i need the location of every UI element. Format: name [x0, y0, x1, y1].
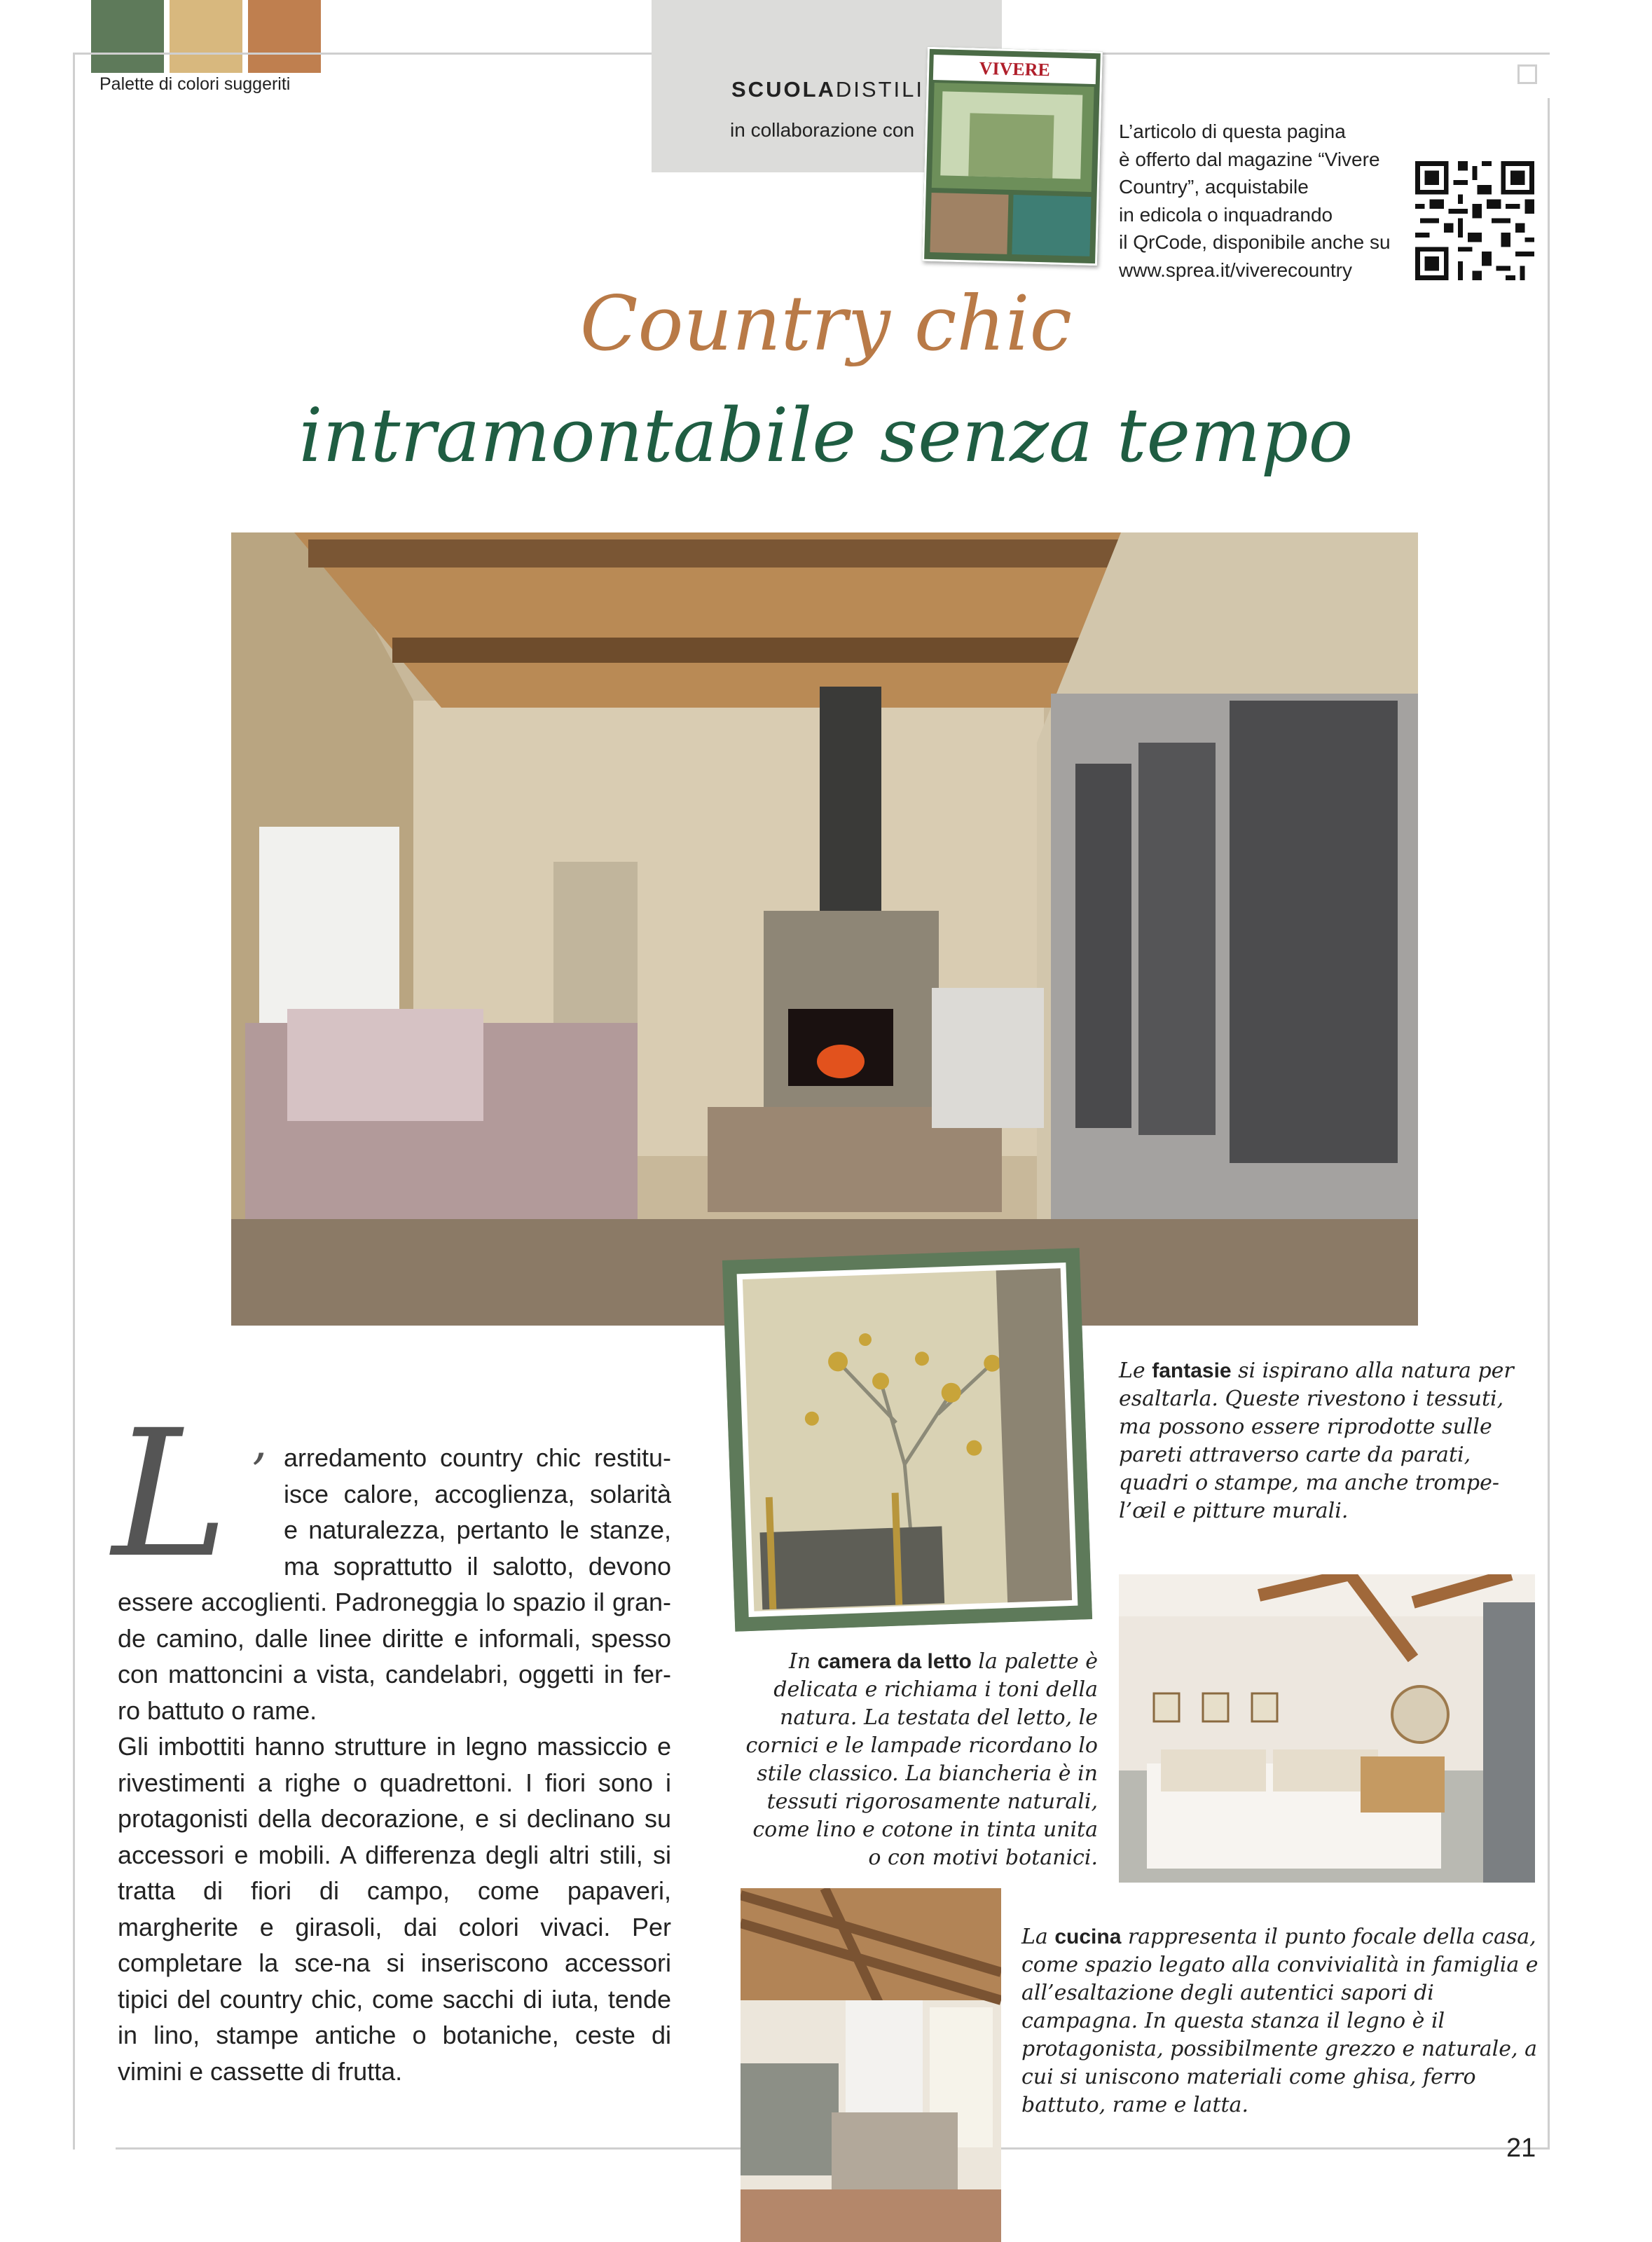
article-body: [118, 1584, 671, 2089]
magazine-cover: [922, 47, 1103, 266]
palette-swatch-terracotta: [248, 0, 321, 73]
title-line-2: intramontabile senza tempo: [298, 392, 1354, 479]
palette-swatch-green: [91, 0, 164, 73]
offer-link[interactable]: www.sprea.it/viverecountry: [1119, 259, 1353, 281]
bedroom-photo: [1119, 1574, 1535, 1883]
caption-keyword: cucina: [1054, 1925, 1122, 1948]
caption-cucina: La cucina rappresenta il punto focale della casa, come spazio legato alla convivialità in famiglia e all’esaltazione degli autentici sapori di campagna. In questa stanza il legno è il protagonista, possibilmente grezzo e naturale, a cui si uniscono materiali come ghisa, ferro battuto, rame e latta.: [1021, 1925, 1539, 2117]
caption-keyword: fantasie: [1152, 1359, 1232, 1382]
frame-corner-ornament: [1517, 64, 1537, 84]
collaboration-label: in collaborazione con: [730, 119, 915, 141]
article-line: e naturalezza, pertanto le stanze,: [284, 1515, 671, 1544]
offer-line: L’articolo di questa pagina: [1119, 121, 1346, 142]
caption-keyword: camera da letto: [817, 1650, 972, 1673]
page-number: 21: [1506, 2133, 1536, 2163]
palette-label: Palette di colori suggeriti: [99, 74, 291, 94]
article-paragraph: essere accoglienti. Padroneggia lo spazio il gran-de camino, dalle linee diritte e informali, spesso con mattoncini a vista, candelabri, oggetti in fer-ro battuto o rame.: [118, 1588, 671, 1725]
article-paragraph: Gli imbottiti hanno strutture in legno massiccio e rivestimenti a righe o quadrettoni. I fiori sono i protagonisti della decorazione, e si declinano su accessori e mobili. A differenza degli altri stili, si tratta di fiori di campo, come papaveri, margherite e girasoli, dai colori vivaci. Per completare la sce-na si inseriscono accessori tipici del country chic, come sacchi di iuta, tende in lino, stampe antiche o botaniche, ceste di vimini e cassette di frutta.: [118, 1732, 671, 2086]
offer-text: [1119, 118, 1399, 284]
article-indented-lines: [284, 1440, 671, 1584]
magazine-cover-image: [924, 49, 1101, 263]
caption-fantasie: Le fantasie si ispirano alla natura per esaltarla. Queste rivestono i tessuti, ma possono essere riprodotte sulle pareti attraverso carte da parati, quadri o stampe, ma anche trompe-l’œil e pitture murali.: [1119, 1359, 1514, 1523]
living-room-photo: [231, 532, 1418, 1326]
offer-line: il QrCode, disponibile anche su: [1119, 231, 1391, 253]
qr-code-icon[interactable]: [1415, 161, 1534, 280]
offer-line: Country”, acquistabile: [1119, 176, 1309, 198]
offer-line: è offerto dal magazine “Vivere: [1119, 148, 1380, 170]
caption-camera: In camera da letto la palette è delicata e richiama i toni della natura. La testata del letto, le cornici e le lampade ricordano lo stile classico. La biancheria è in tessuti rigorosamente naturali, come lino e cotone in tinta unita o con motivi botanici.: [745, 1649, 1098, 1870]
drop-cap: L: [112, 1392, 229, 1596]
title-line-1: Country chic: [579, 280, 1073, 368]
magazine-cover-title: VIVERE: [933, 55, 1096, 84]
section-label: SCUOLADISTILI: [731, 77, 924, 102]
bedroom-wallpaper-photo: [722, 1248, 1092, 1631]
article-line: isce calore, accoglienza, solarità: [284, 1479, 671, 1508]
palette-swatch-sand: [170, 0, 242, 73]
article-line: ma soprattutto il salotto, devono: [284, 1551, 671, 1581]
offer-line: in edicola o inquadrando: [1119, 203, 1333, 226]
article-line: arredamento country chic restitu-: [284, 1443, 671, 1472]
drop-cap-apostrophe: ’: [251, 1443, 267, 1501]
kitchen-photo: [741, 1888, 1001, 2242]
